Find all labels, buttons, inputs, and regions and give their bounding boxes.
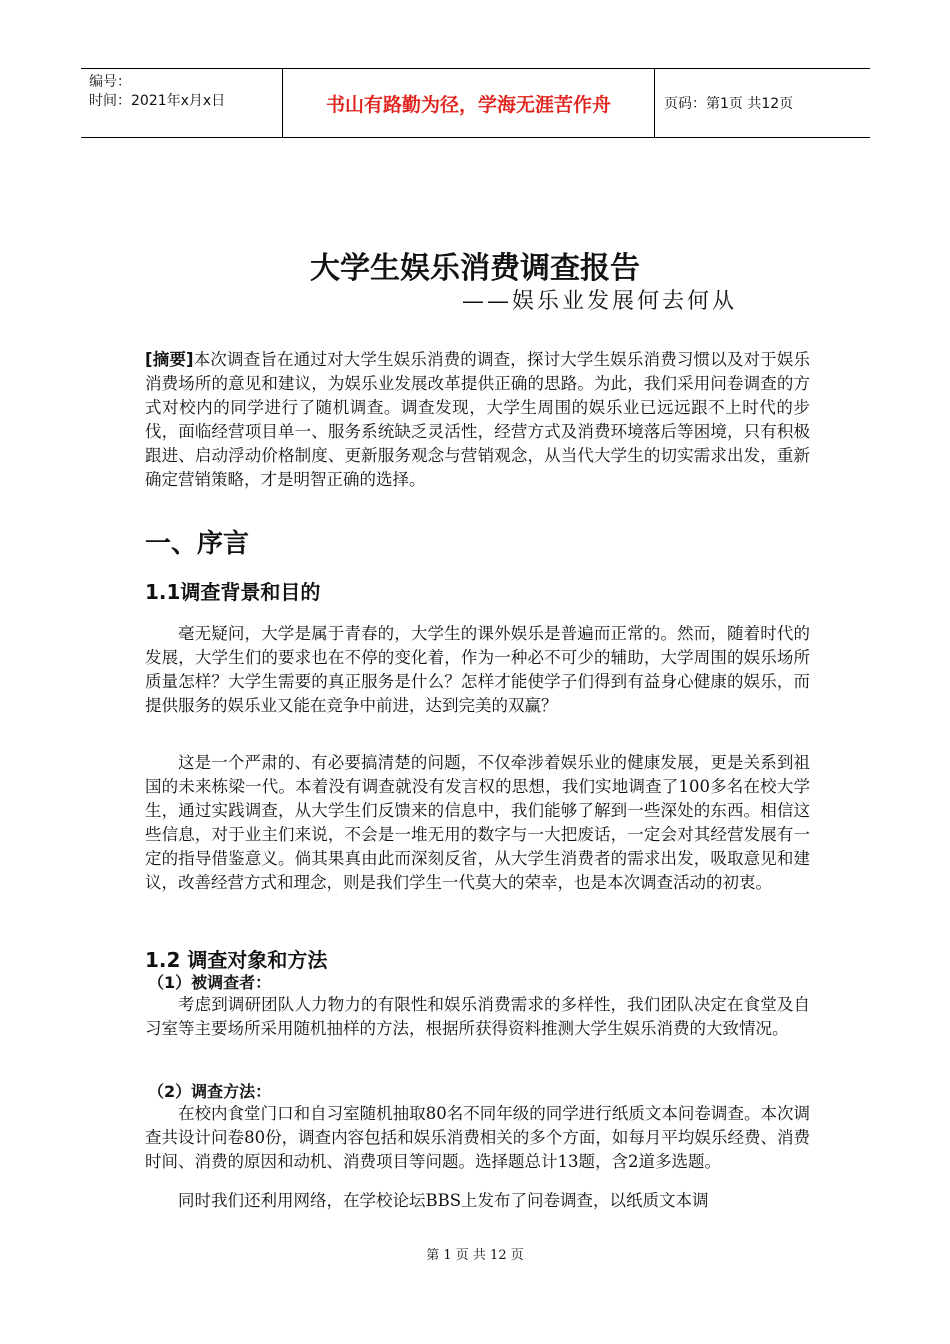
item-label-respondents: （1）被调查者： <box>148 973 272 992</box>
method-paragraph: 在校内食堂门口和自习室随机抽取80名不同年级的同学进行纸质文本问卷调查。本次调查共设计问卷80份，调查内容包括和娱乐消费相关的多个方面，如每月平均娱乐经费、消费时间、消费的原因和动机、消费项目等问题。选择题总计13题，含2道多选题。 <box>145 1104 810 1171</box>
header-motto: 书山有路勤为径，学海无涯苦作舟 <box>282 69 655 137</box>
background-paragraph-2: 这是一个严肃的、有必要搞清楚的问题，不仅牵涉着娱乐业的健康发展，更是关系到祖国的未来栋梁一代。本着没有调查就没有发言权的思想，我们实地调查了100多名在校大学生，通过实践调查，从大学生们反馈来的信息中，我们能够了解到一些深处的东西。相信这些信息，对于业主们来说，不会是一堆无用的数字与一大把废话，一定会对其经营发展有一定的指导借鉴意义。倘其果真由此而深刻反省，从大学生消费者的需求出发，吸取意见和建议，改善经营方式和理念，则是我们学生一代莫大的荣幸，也是本次调查活动的初衷。 <box>145 753 810 892</box>
abstract-paragraph <box>145 348 810 492</box>
method-paragraph-continued: 同时我们还利用网络，在学校论坛BBS上发布了问卷调查，以纸质文本调 <box>178 1191 709 1210</box>
abstract-text: 本次调查旨在通过对大学生娱乐消费的调查，探讨大学生娱乐消费习惯以及对于娱乐消费场所的意见和建议，为娱乐业发展改革提供正确的思路。为此，我们采用问卷调查的方式对校内的同学进行了随机调查。调查发现，大学生周围的娱乐业已远远跟不上时代的步伐，面临经营项目单一、服务系统缺乏灵活性，经营方式及消费环境落后等困境，只有积极跟进、启动浮动价格制度、更新服务观念与营销观念，从当代大学生的切实需求出发，重新确定营销策略，才是明智正确的选择。 <box>145 350 810 489</box>
subsection-heading-background: 1.1调查背景和目的 <box>145 580 321 604</box>
header-date-label: 时间：2021年x月x日 <box>89 93 226 109</box>
document-subtitle: ——娱乐业发展何去何从 <box>462 289 738 314</box>
subsection-heading-method: 1.2 调查对象和方法 <box>145 948 328 972</box>
item-label-method: （2）调查方法： <box>148 1082 272 1101</box>
background-paragraph-1: 毫无疑问，大学是属于青春的，大学生的课外娱乐是普遍而正常的。然而，随着时代的发展，大学生们的要求也在不停的变化着，作为一种必不可少的辅助，大学周围的娱乐场所质量怎样？大学生需要的真正服务是什么？怎样才能使学子们得到有益身心健康的娱乐，而提供服务的娱乐业又能在竞争中前进，达到完美的双赢？ <box>145 624 810 715</box>
page-footer: 第 1 页 共 12 页 <box>426 1248 524 1263</box>
abstract-label: [摘要] <box>145 350 194 369</box>
header-page-code: 页码：第1页 共12页 <box>664 96 794 112</box>
document-header <box>81 68 870 138</box>
respondents-paragraph: 考虑到调研团队人力物力的有限性和娱乐消费需求的多样性，我们团队决定在食堂及自习室等主要场所采用随机抽样的方法，根据所获得资料推测大学生娱乐消费的大致情况。 <box>145 995 810 1038</box>
section-heading-preface: 一、序言 <box>145 529 250 559</box>
header-number-label: 编号： <box>89 74 131 90</box>
document-title: 大学生娱乐消费调查报告 <box>310 251 640 286</box>
header-info-cell <box>81 69 281 137</box>
